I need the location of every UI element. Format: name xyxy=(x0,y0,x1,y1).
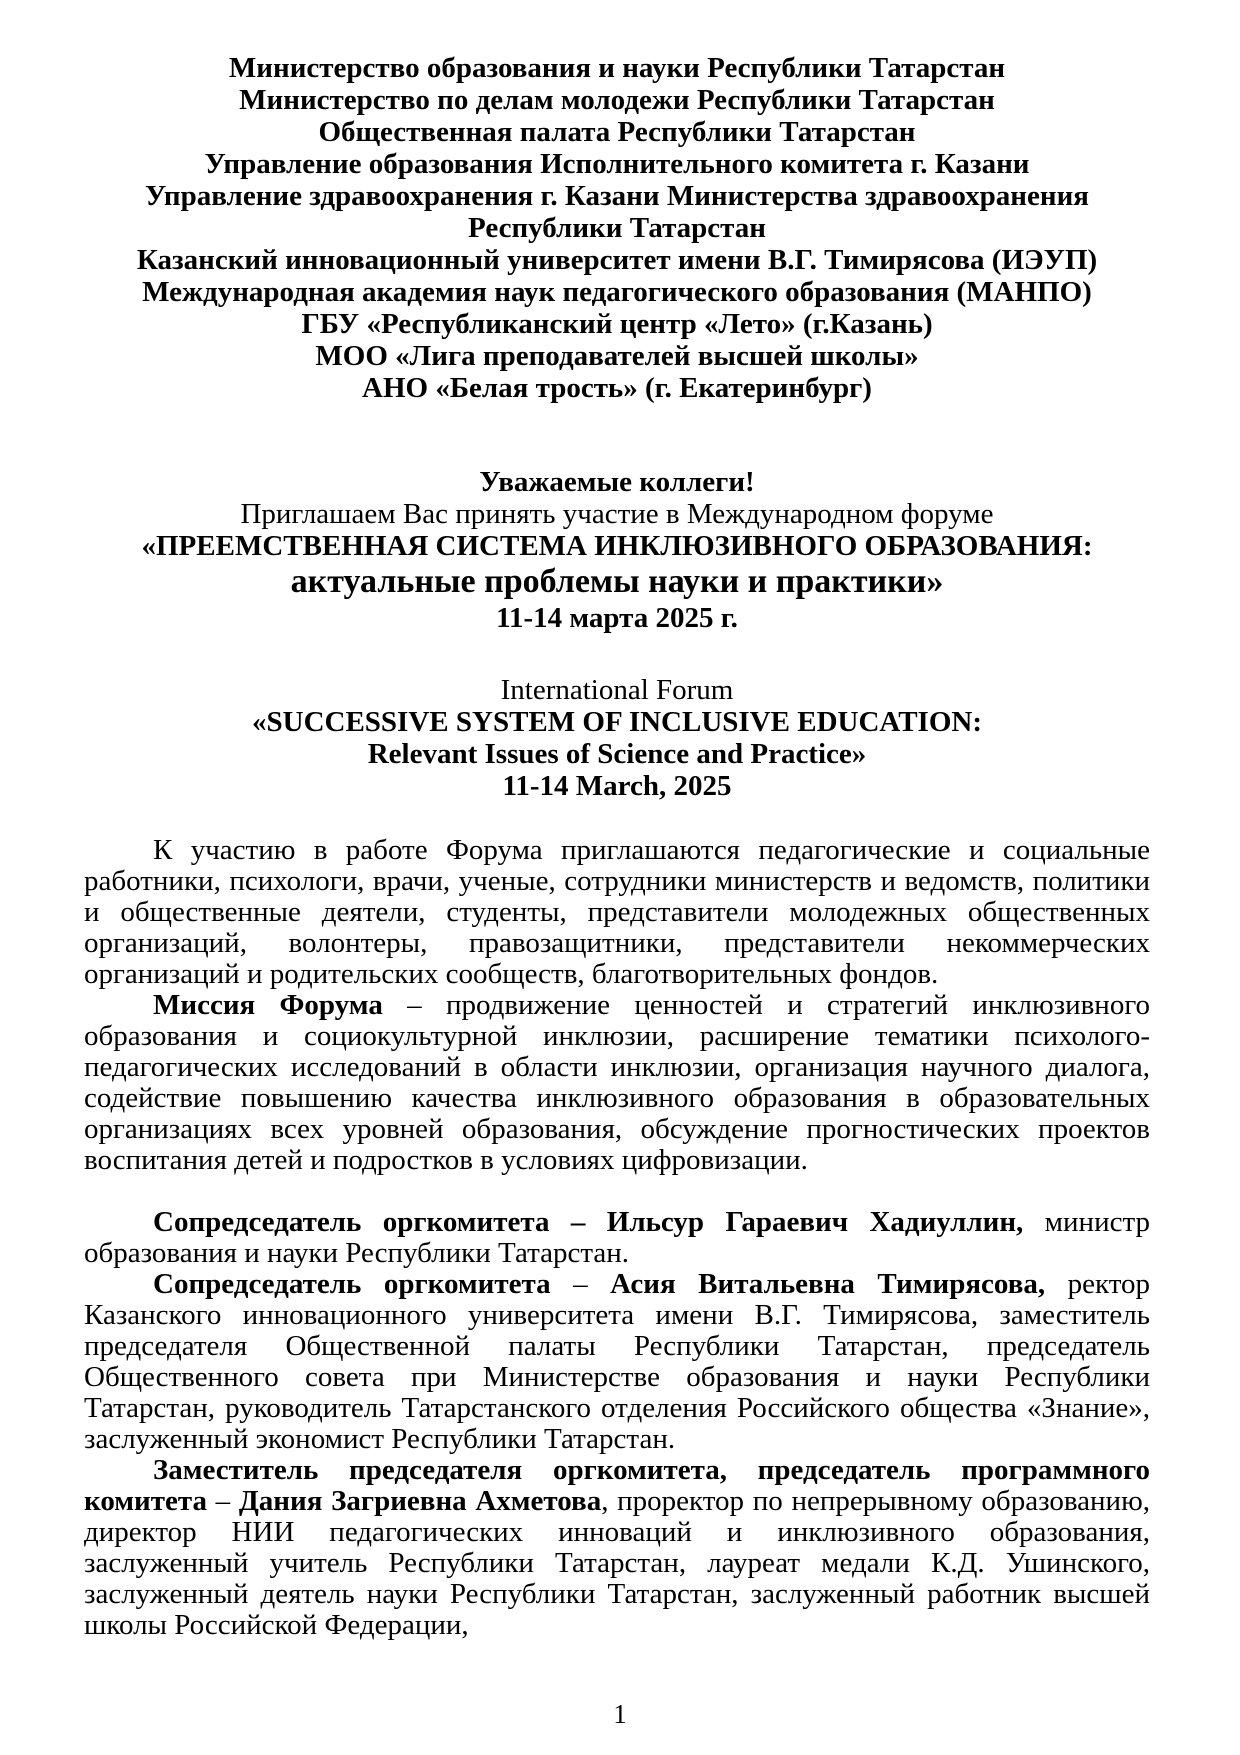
paragraph-bold-run: Миссия Форума xyxy=(153,989,383,1021)
organizers-header xyxy=(84,52,1150,404)
organization-line: Министерство образования и науки Республики Татарстан xyxy=(228,52,1006,84)
organization-line: Общественная палата Республики Татарстан xyxy=(318,116,916,148)
forum-title-en-line2: Relevant Issues of Science and Practice» xyxy=(367,738,867,770)
organization-line: МОО «Лига преподавателей высшей школы» xyxy=(315,340,919,372)
paragraph-run: , проректор по непрерывному образованию, директор НИИ педагогических инноваций и инклюзивного образования, заслуженный учитель Республики Татарстан, лауреат медали К.Д. Ушинского, заслуженный деятель науки Республики Татарстан, заслуженный работник высшей школы Российской Федерации, xyxy=(84,1485,1150,1641)
organization-line: Казанский инновационный университет имени В.Г. Тимирясова (ИЭУП) xyxy=(136,244,1098,276)
intro-paragraphs xyxy=(84,835,1150,1176)
committee-paragraphs xyxy=(84,1207,1150,1641)
paragraph-run: ректор Казанского инновационного университета имени В.Г. Тимирясова, заместитель председателя Общественной палаты Республики Татарстан, председатель Общественного совета при Министерстве образования и науки Республики Татарстан, руководитель Татарстанского отделения Российского общества «Знание», заслуженный экономист Республики Татарстан. xyxy=(84,1268,1151,1455)
paragraph-run: – продвижение ценностей и стратегий инклюзивного образования и социокультурной инклюзии, расширение тематики психолого-педагогических исследований в области инклюзии, организация научного диалога, содействие повышению качества инклюзивного образования в образовательных организациях всех уровней образования, обсуждение прогностических проектов воспитания детей и подростков в условиях цифровизации. xyxy=(84,989,1150,1176)
paragraph-run: министр образования и науки Республики Татарстан. xyxy=(84,1206,1150,1269)
organization-line: Министерство по делам молодежи Республики Татарстан xyxy=(239,84,995,116)
paragraph-bold-run: Заместитель председателя оргкомитета, председатель программного комитета xyxy=(84,1454,1150,1517)
paragraph xyxy=(84,990,1150,1176)
organization-line: Международная академия наук педагогического образования (МАНПО) xyxy=(142,276,1092,308)
paragraph xyxy=(84,1455,1150,1641)
paragraph-bold-run: Сопредседатель оргкомитета xyxy=(153,1268,551,1300)
paragraph xyxy=(84,835,1150,990)
forum-dates-ru: 11-14 марта 2025 г. xyxy=(496,602,738,634)
forum-title-ru-block xyxy=(84,466,1150,634)
forum-intro-en: International Forum xyxy=(500,674,734,706)
organization-line: АНО «Белая трость» (г. Екатеринбург) xyxy=(362,372,872,404)
paragraph-bold-run: Дания Загриевна Ахметова xyxy=(238,1485,602,1517)
organization-line: Республики Татарстан xyxy=(468,212,766,244)
organization-line: Управление здравоохранения г. Казани Министерства здравоохранения xyxy=(145,180,1089,212)
forum-title-en-block xyxy=(84,674,1150,802)
page-number: 1 xyxy=(613,1699,627,1729)
organization-line: Управление образования Исполнительного комитета г. Казани xyxy=(204,148,1030,180)
paragraph-bold-run: Сопредседатель оргкомитета – Ильсур Гараевич Хадиуллин, xyxy=(153,1206,1024,1238)
forum-dates-en: 11-14 March, 2025 xyxy=(502,770,732,802)
paragraph-run: – xyxy=(550,1268,611,1300)
paragraph xyxy=(84,1207,1150,1269)
paragraph-run: – xyxy=(206,1485,239,1517)
forum-title-ru-line1: «ПРЕЕМСТВЕННАЯ СИСТЕМА ИНКЛЮЗИВНОГО ОБРАЗОВАНИЯ: xyxy=(141,530,1093,562)
organization-line: ГБУ «Республиканский центр «Лето» (г.Казань) xyxy=(301,308,933,340)
paragraph xyxy=(84,1269,1150,1455)
greeting-line: Уважаемые коллеги! xyxy=(479,466,755,498)
forum-title-en-line1: «SUCCESSIVE SYSTEM OF INCLUSIVE EDUCATION: xyxy=(252,706,982,738)
forum-title-ru-line2: актуальные проблемы науки и практики» xyxy=(290,563,944,600)
paragraph-run: К участию в работе Форума приглашаются педагогические и социальные работники, психологи, врачи, ученые, сотрудники министерств и ведомств, политики и общественные деятели, студенты, представители молодежных общественных организаций, волонтеры, правозащитники, представители некоммерческих организаций и родительских сообществ, благотворительных фондов. xyxy=(84,834,1150,990)
paragraph-bold-run: Асия Витальевна Тимирясова, xyxy=(610,1268,1046,1300)
invite-line: Приглашаем Вас принять участие в Международном форуме xyxy=(240,498,994,530)
